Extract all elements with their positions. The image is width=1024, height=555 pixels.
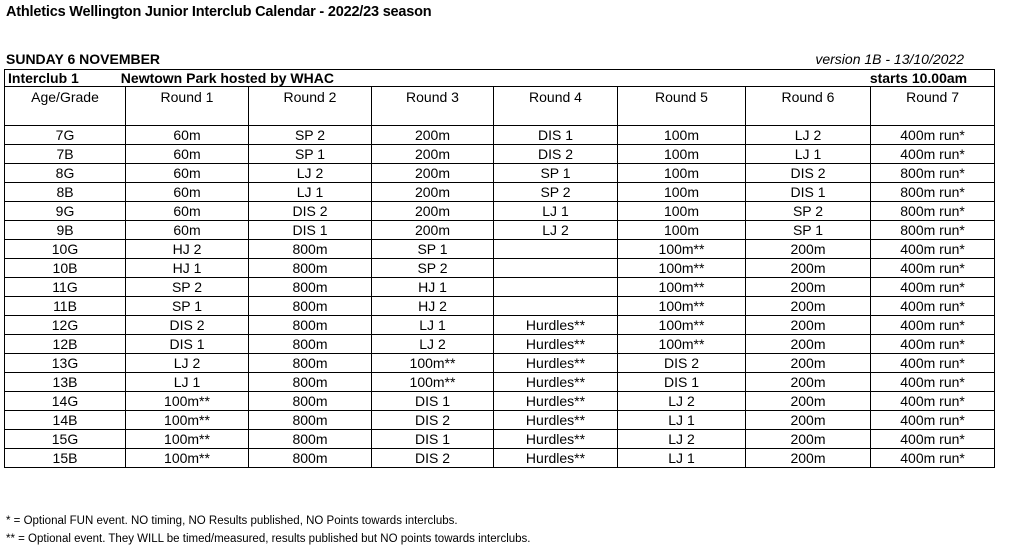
table-cell: Hurdles**: [494, 316, 618, 335]
table-cell: Hurdles**: [494, 449, 618, 468]
table-cell: 800m: [249, 411, 372, 430]
table-cell: 200m: [746, 449, 871, 468]
table-cell: 100m**: [618, 259, 746, 278]
table-cell: 400m run*: [871, 373, 995, 392]
table-cell: LJ 1: [618, 411, 746, 430]
table-cell: 800m: [249, 392, 372, 411]
table-cell: 200m: [372, 221, 494, 240]
table-cell: DIS 2: [372, 449, 494, 468]
table-cell: 200m: [746, 259, 871, 278]
table-cell: Hurdles**: [494, 335, 618, 354]
table-cell: 200m: [746, 316, 871, 335]
table-cell: 200m: [372, 164, 494, 183]
table-cell: LJ 1: [618, 449, 746, 468]
header-row: [5, 87, 995, 126]
table-cell: 200m: [746, 278, 871, 297]
table-cell: 60m: [126, 164, 249, 183]
table-row: [5, 297, 995, 316]
table-cell: LJ 2: [618, 430, 746, 449]
table-cell: 200m: [372, 145, 494, 164]
table-cell: HJ 1: [372, 278, 494, 297]
table-cell: 100m**: [126, 411, 249, 430]
table-cell: SP 1: [746, 221, 871, 240]
table-cell: [494, 240, 618, 259]
table-cell: 100m**: [618, 316, 746, 335]
table-row: [5, 202, 995, 221]
table-row: [5, 335, 995, 354]
table-cell: 800m: [249, 449, 372, 468]
table-cell: DIS 1: [618, 373, 746, 392]
table-row: [5, 145, 995, 164]
table-cell: 9B: [5, 221, 126, 240]
table-cell: SP 1: [126, 297, 249, 316]
footnotes: [6, 512, 530, 548]
table-cell: SP 2: [372, 259, 494, 278]
table-cell: 400m run*: [871, 240, 995, 259]
table-cell: 200m: [746, 297, 871, 316]
table-cell: DIS 2: [618, 354, 746, 373]
table-cell: 60m: [126, 221, 249, 240]
table-cell: 100m**: [126, 392, 249, 411]
footnote-double-star: ** = Optional event. They WILL be timed/measured, results published but NO points towards interclubs.: [6, 533, 531, 545]
table-cell: 100m: [618, 164, 746, 183]
table-cell: DIS 1: [746, 183, 871, 202]
column-header: Round 7: [871, 87, 995, 126]
table-cell: LJ 2: [249, 164, 372, 183]
table-cell: 800m: [249, 278, 372, 297]
table-cell: 100m**: [618, 297, 746, 316]
table-cell: LJ 1: [249, 183, 372, 202]
table-cell: 200m: [746, 411, 871, 430]
table-row: [5, 430, 995, 449]
table-cell: 9G: [5, 202, 126, 221]
table-cell: DIS 1: [494, 126, 618, 145]
table-cell: 60m: [126, 126, 249, 145]
table-cell: HJ 2: [126, 240, 249, 259]
table-cell: LJ 2: [494, 221, 618, 240]
table-row: [5, 354, 995, 373]
table-cell: 400m run*: [871, 411, 995, 430]
table-cell: 11B: [5, 297, 126, 316]
table-cell: DIS 2: [494, 145, 618, 164]
table-cell: Hurdles**: [494, 354, 618, 373]
table-cell: 400m run*: [871, 354, 995, 373]
table-cell: LJ 1: [494, 202, 618, 221]
table-cell: 100m: [618, 202, 746, 221]
table-cell: SP 2: [494, 183, 618, 202]
table-cell: 800m: [249, 240, 372, 259]
table-cell: 13B: [5, 373, 126, 392]
table-cell: LJ 2: [618, 392, 746, 411]
table-cell: 200m: [746, 240, 871, 259]
column-header: Round 3: [372, 87, 494, 126]
table-cell: LJ 1: [372, 316, 494, 335]
table-cell: 200m: [746, 354, 871, 373]
table-cell: 400m run*: [871, 449, 995, 468]
column-header: Age/Grade: [5, 87, 126, 126]
table-row: [5, 259, 995, 278]
table-cell: 100m**: [126, 430, 249, 449]
table-cell: 400m run*: [871, 126, 995, 145]
table-cell: 400m run*: [871, 278, 995, 297]
table-cell: 100m**: [126, 449, 249, 468]
interclub-label: Interclub 1: [8, 70, 79, 86]
table-cell: 400m run*: [871, 297, 995, 316]
table-cell: 800m run*: [871, 183, 995, 202]
table-row: [5, 221, 995, 240]
table-cell: DIS 2: [249, 202, 372, 221]
table-cell: 15G: [5, 430, 126, 449]
table-cell: DIS 2: [746, 164, 871, 183]
table-cell: Hurdles**: [494, 373, 618, 392]
start-time: starts 10.00am: [869, 70, 968, 86]
table-cell: 60m: [126, 183, 249, 202]
table-cell: 100m**: [618, 278, 746, 297]
table-cell: 200m: [746, 373, 871, 392]
table-cell: LJ 2: [126, 354, 249, 373]
table-cell: 100m: [618, 183, 746, 202]
table-cell: 8G: [5, 164, 126, 183]
table-cell: 800m run*: [871, 221, 995, 240]
table-cell: [494, 278, 618, 297]
table-cell: 200m: [746, 392, 871, 411]
table-cell: DIS 2: [126, 316, 249, 335]
table-cell: 7G: [5, 126, 126, 145]
table-row: [5, 316, 995, 335]
table-cell: 400m run*: [871, 259, 995, 278]
table-cell: DIS 1: [126, 335, 249, 354]
table-cell: [494, 259, 618, 278]
table-cell: LJ 2: [372, 335, 494, 354]
table-cell: DIS 1: [372, 430, 494, 449]
table-cell: 60m: [126, 145, 249, 164]
table-cell: 800m: [249, 373, 372, 392]
table-cell: SP 2: [126, 278, 249, 297]
table-cell: 200m: [746, 430, 871, 449]
table-cell: 800m: [249, 354, 372, 373]
table-cell: SP 1: [372, 240, 494, 259]
table-cell: DIS 2: [372, 411, 494, 430]
column-header: Round 5: [618, 87, 746, 126]
table-cell: 800m: [249, 335, 372, 354]
table-cell: DIS 1: [249, 221, 372, 240]
table-cell: 100m: [618, 221, 746, 240]
footnote-single-star: * = Optional FUN event. NO timing, NO Results published, NO Points towards interclubs.: [6, 515, 458, 527]
table-cell: 12B: [5, 335, 126, 354]
column-header: Round 4: [494, 87, 618, 126]
table-row: [5, 278, 995, 297]
table-cell: HJ 2: [372, 297, 494, 316]
table-cell: SP 2: [249, 126, 372, 145]
table-cell: DIS 1: [372, 392, 494, 411]
table-row: [5, 411, 995, 430]
table-cell: LJ 2: [746, 126, 871, 145]
table-cell: 12G: [5, 316, 126, 335]
table-cell: 10G: [5, 240, 126, 259]
table-cell: 100m**: [372, 373, 494, 392]
table-cell: 400m run*: [871, 335, 995, 354]
table-cell: Hurdles**: [494, 430, 618, 449]
table-cell: LJ 1: [746, 145, 871, 164]
table-cell: 13G: [5, 354, 126, 373]
table-cell: Hurdles**: [494, 392, 618, 411]
column-header: Round 1: [126, 87, 249, 126]
table-cell: 800m: [249, 259, 372, 278]
table-row: [5, 240, 995, 259]
table-cell: 200m: [372, 126, 494, 145]
table-cell: 100m: [618, 126, 746, 145]
table-cell: 200m: [372, 183, 494, 202]
table-cell: 800m: [249, 316, 372, 335]
table-cell: 200m: [372, 202, 494, 221]
table-row: [5, 183, 995, 202]
table-cell: [494, 297, 618, 316]
table-cell: 7B: [5, 145, 126, 164]
table-row: [5, 164, 995, 183]
table-row: [5, 392, 995, 411]
table-cell: 60m: [126, 202, 249, 221]
table-row: [5, 373, 995, 392]
table-cell: SP 2: [746, 202, 871, 221]
info-row: [5, 70, 995, 87]
table-cell: 14G: [5, 392, 126, 411]
table-cell: 400m run*: [871, 430, 995, 449]
document-title: Athletics Wellington Junior Interclub Calendar - 2022/23 season: [6, 4, 432, 20]
table-cell: 800m run*: [871, 164, 995, 183]
event-date: SUNDAY 6 NOVEMBER: [6, 51, 161, 67]
table-cell: 10B: [5, 259, 126, 278]
table-cell: 400m run*: [871, 145, 995, 164]
table-cell: SP 1: [494, 164, 618, 183]
table-cell: 14B: [5, 411, 126, 430]
table-cell: 100m: [618, 145, 746, 164]
table-cell: 400m run*: [871, 316, 995, 335]
table-cell: 11G: [5, 278, 126, 297]
table-cell: LJ 1: [126, 373, 249, 392]
table-cell: 15B: [5, 449, 126, 468]
column-header: Round 6: [746, 87, 871, 126]
table-cell: 8B: [5, 183, 126, 202]
table-cell: HJ 1: [126, 259, 249, 278]
table-cell: 800m run*: [871, 202, 995, 221]
table-cell: SP 1: [249, 145, 372, 164]
table-cell: 800m: [249, 430, 372, 449]
table-cell: Hurdles**: [494, 411, 618, 430]
table-cell: 100m**: [372, 354, 494, 373]
venue-label: Newtown Park hosted by WHAC: [120, 70, 334, 86]
table-cell: 800m: [249, 297, 372, 316]
table-cell: 200m: [746, 335, 871, 354]
column-header: Round 2: [249, 87, 372, 126]
table-cell: 100m**: [618, 240, 746, 259]
table-cell: 100m**: [618, 335, 746, 354]
schedule-table: [4, 69, 995, 468]
table-row: [5, 126, 995, 145]
table-cell: 400m run*: [871, 392, 995, 411]
version-label: version 1B - 13/10/2022: [815, 51, 964, 67]
table-row: [5, 449, 995, 468]
